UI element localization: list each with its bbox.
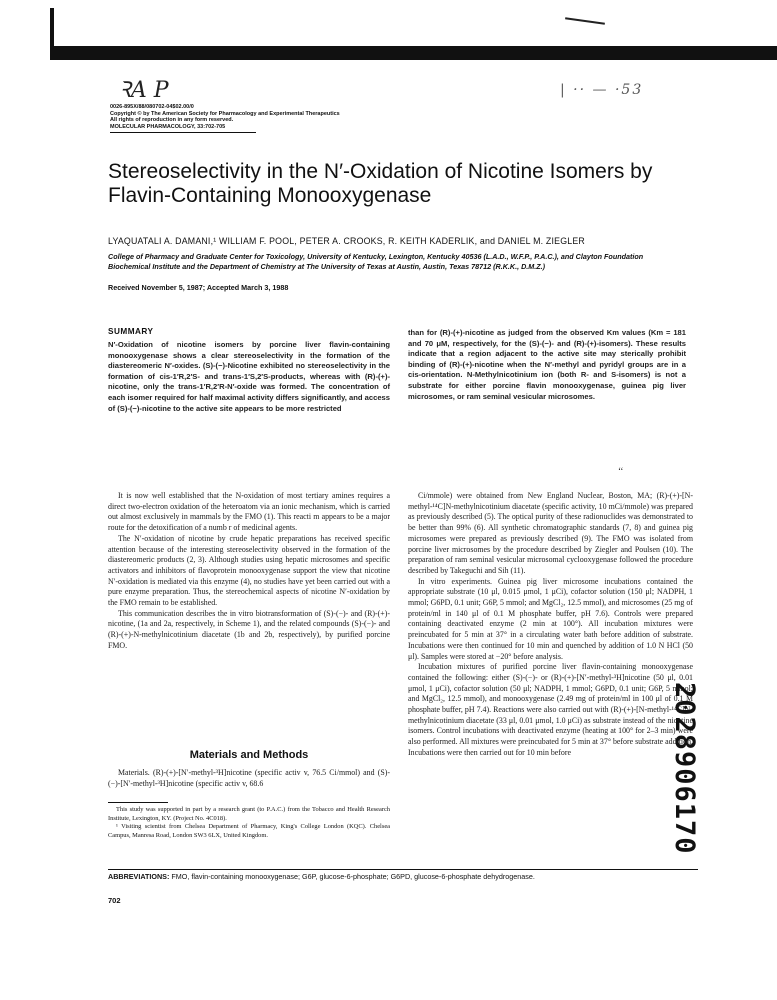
affiliations: College of Pharmacy and Graduate Center for Toxicology, University of Kentucky, Lexington, Kentucky 40536 (L.A.D., W.F.P., P.A.C.), and Clayton Foundation Biochemical Institute and the Department of Chemistry at The University of Texas at Austin, Austin, Texas 78712 (R.K.K., D.M.Z.) (108, 252, 644, 271)
materials-text (108, 768, 390, 789)
article-title: Stereoselectivity in the N′-Oxidation of Nicotine Isomers by Flavin-Containing Monooxygenase (108, 160, 653, 207)
scan-marks: ‘‘ (618, 466, 624, 476)
footnote-rule (108, 802, 168, 803)
scan-mark (565, 17, 605, 25)
paragraph: In vitro experiments. Guinea pig liver microsome incubations contained the appropriate substrate (10 μl, 0.015 μmol, 1 μCi), cofactor solution (150 μl; NADPH, 1 mmol; G6PD, 0.1 unit; G6P, 5 mmol; and MgCl₂, 12.5 mmol), and microsomes (25 mg of protein/ml in 140 μl of 0.1 M phosphate buffer, pH 7.6). Controls were prepared containing deactivated enzyme (2 min at 100°). All incubation mixtures were preincubated for 5 min at 37° in a circulating water bath before addition of substrate. Incubations were then continued for 10 min and quenched by addition of 1.0 N HCl (50 μl). Samples were stored at −20° before analysis. (408, 576, 693, 661)
meta-line: Copyright © by The American Society for Pharmacology and Experimental Therapeutics (110, 110, 340, 117)
paragraph: Materials. (R)-(+)-[N′-methyl-³H]nicotine (specific activ v, 76.5 Ci/mmol) and (S)-(−)-[N′-methyl-³H]nicotine (specific activ v, 68.6 (108, 768, 390, 788)
document-id-stamp: 2028906170 (669, 682, 700, 855)
meta-rule (110, 132, 256, 133)
page-number: 702 (108, 896, 121, 905)
abbreviations-label: ABBREVIATIONS: (108, 872, 170, 881)
author-list: LYAQUATALI A. DAMANI,¹ WILLIAM F. POOL, PETER A. CROOKS, R. KEITH KADERLIK, and DANIEL M. ZIEGLER (108, 236, 585, 246)
paragraph: The N′-oxidation of nicotine by crude hepatic preparations has received specific attention because of the interesting stereoselectivity observed in the formation of the diastereomeric products (2, 3). Although studies using hepatic microsomes and specific activators and inhibitors of flavoprotein monooxygenase support the view that nicotine N′-oxidation is mediated via this enzyme (4), no studies have yet been carried out with a pure enzyme preparation. Thus, the stereochemical aspects of nicotine N′-oxidation by the FMO remain to be established. (108, 533, 390, 608)
summary-text-left: N′-Oxidation of nicotine isomers by porcine liver flavin-containing monooxygenase shows a clear stereoselectivity in the formation of the diastereomeric N′-oxides. (S)-(−)-Nicotine exhibited no stereoselectivity in the formation of cis-1′R,2′S- and trans-1′S,2′S-products, whereas with (R)-(+)-nicotine, only the trans-1′R,2′R-N′-oxide was formed. The concentration of each isomer required for half maximal activity differs significantly, and access of (S)-(−)-nicotine to the active site appears to be more restricted (108, 340, 390, 413)
footnote: ¹ Visiting scientist from Chelsea Department of Pharmacy, King's College London (KQC). Chelsea Campus, Manresa Road, London SW3 6LX, United Kingdom. (108, 823, 390, 839)
section-heading: Materials and Methods (189, 749, 309, 761)
footnote: This study was supported in part by a research grant (to P.A.C.) from the Tobacco and Health Research Institute, Lexington, KY. (Project No. 4C018). (108, 806, 390, 822)
handwritten-note-right: | ·· — ·53 (560, 82, 644, 98)
summary-text-right: than for (R)-(+)-nicotine as judged from the observed Km values (Km = 181 and 70 μM, respectively, for the (S)-(−)- and (R)-(+)-isomers). These results indicate that a region adjacent to the active site may sterically prohibit binding of (R)-(+)-nicotine when the N′-methyl and pyridyl groups are in a cis-orientation. N-Methylnicotinium ion (both R- and S-isomers) is not a substrate for either porcine flavin monooxygenase, guinea pig liver microsomes, or ram seminal vesicular microsomes. (408, 328, 686, 401)
paragraph: Ci/mmole) were obtained from New England Nuclear, Boston, MA; (R)-(+)-[N-methyl-¹⁴C]N-methylnicotinium diacetate (specific activity, 10 mCi/mmole) was prepared as previously described (5). The optical purity of these radionuclides was demonstrated to be better than 99% (6). All synthetic chromatographic standards (7, 8) and guinea pig microsomes were prepared as previously described (9). The FMO was isolated from porcine liver microsomes by the procedure described by Ziegler and Poulsen (10). The preparation of ram seminal vesicular microsomal cyclooxygenase followed the procedure described by Takeguchi and Sih (11). (408, 491, 693, 575)
handwritten-note-left: ꝚA P (118, 78, 169, 103)
meta-line: MOLECULAR PHARMACOLOGY, 33:702-705 (110, 123, 226, 130)
received-dates: Received November 5, 1987; Accepted March 3, 1988 (108, 283, 289, 292)
body-column-right (408, 491, 693, 759)
paragraph: Incubation mixtures of purified porcine liver flavin-containing monooxygenase contained the following: either (S)-(−)- or (R)-(+)-[N′-methyl-³H]nicotine (50 μl, 0.01 μmol, 1 μCi), cofactor solution (50 μl; NADPH, 1 mmol; G6PD, 0.1 unit; G6P, 5 mmol; and MgCl₂, 12.5 mmol), and monooxygenase (2.49 mg of protein/ml in 100 μl of 0.1 M phosphate buffer, pH 7.4). Reactions were also carried out with (R)-(+)-[N-methyl-¹⁴C]N-methylnicotinium diacetate (33 μl, 0.01 μmol, 1.0 μCi) as substrate instead of the nicotine isomers. Control incubations with deactivated enzyme (heating at 100° for 2–3 min) were also performed. All mixtures were preincubated for 5 min at 37° before substrate addition. Incubations were then carried out for 10 min before (408, 662, 693, 757)
meta-line: 0026-895X/88/080702-04$02.00/0 (110, 104, 194, 110)
abbreviations (108, 872, 708, 881)
publication-meta (110, 104, 340, 133)
header-bar (50, 46, 777, 60)
paragraph: It is now well established that the N-oxidation of most tertiary amines requires a direct two-electron oxidation of the heteroatom via an ionic mechanism, which is carried out almost exclusively in mammals by the FMO (1). This reacti m appears to be a major route for the detoxification of a numb r of medicinal agents. (108, 491, 390, 533)
meta-line: All rights of reproduction in any form reserved. (110, 117, 234, 123)
abbreviations-text: FMO, flavin-containing monooxygenase; G6P, glucose-6-phosphate; G6PD, glucose-6-phosphate dehydrogenase. (171, 872, 535, 881)
footnotes (108, 806, 390, 840)
abbreviations-rule (108, 869, 698, 870)
body-column-left (108, 491, 390, 652)
paragraph: This communication describes the in vitro biotransformation of (S)-(−)- and (R)-(+)-nicotine, (1a and 2a, respectively, in Scheme 1), and the related compounds (S)-(−)- and (R)-(+)-N-methylnicotinium diacetate (1b and 2b, respectively), by purified porcine FMO. (108, 608, 390, 650)
summary-heading: SUMMARY (108, 327, 154, 336)
